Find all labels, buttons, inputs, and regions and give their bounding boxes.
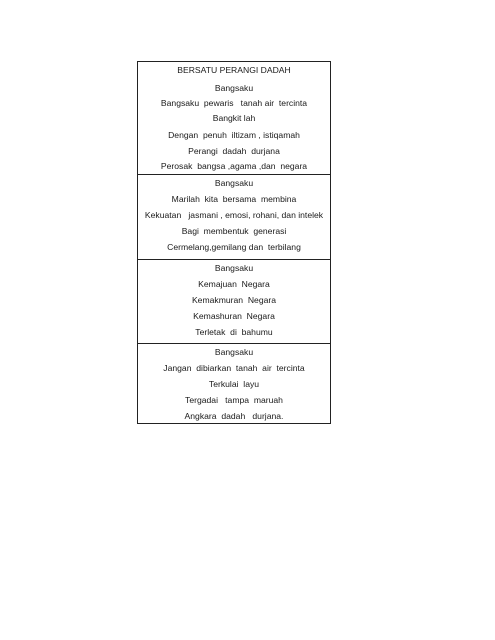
poem-line: Bangsaku	[214, 178, 254, 188]
stanza-3	[138, 259, 330, 343]
stanza-4	[138, 343, 330, 424]
poem-title: BERSATU PERANGI DADAH	[177, 65, 291, 75]
poem-line: Bangsaku	[214, 347, 254, 357]
poem-line: Terkulai layu	[208, 379, 260, 389]
poem-line: Tergadai tampa maruah	[185, 395, 283, 405]
poem-line: Perosak bangsa ,agama ,dan negara	[160, 161, 308, 171]
poem-line: Cermelang,gemilang dan terbilang	[167, 242, 301, 252]
stanza-1	[138, 62, 330, 174]
poem-line: Jangan dibiarkan tanah air tercinta	[163, 363, 305, 373]
poem-line: Bagi membentuk generasi	[181, 226, 287, 236]
poem-line: Dengan penuh iltizam , istiqamah	[168, 130, 300, 140]
poem-line: Kemajuan Negara	[198, 279, 270, 289]
poem-line: Bangsaku	[214, 83, 254, 93]
poem-line: Kemashuran Negara	[193, 311, 275, 321]
poem-line: Angkara dadah durjana.	[184, 411, 284, 421]
poem-table	[137, 61, 331, 424]
poem-line: Perangi dadah durjana	[188, 146, 280, 156]
poem-line: Bangsaku pewaris tanah air tercinta	[160, 98, 308, 108]
poem-line: Bangsaku	[214, 263, 254, 273]
stanza-2	[138, 174, 330, 259]
poem-line: Kemakmuran Negara	[191, 295, 277, 305]
poem-line: Bangkit lah	[212, 113, 256, 123]
poem-line: Kekuatan jasmani , emosi, rohani, dan intelek	[144, 210, 324, 220]
poem-line: Marilah kita bersama membina	[171, 194, 297, 204]
poem-line: Terletak di bahumu	[195, 327, 273, 337]
